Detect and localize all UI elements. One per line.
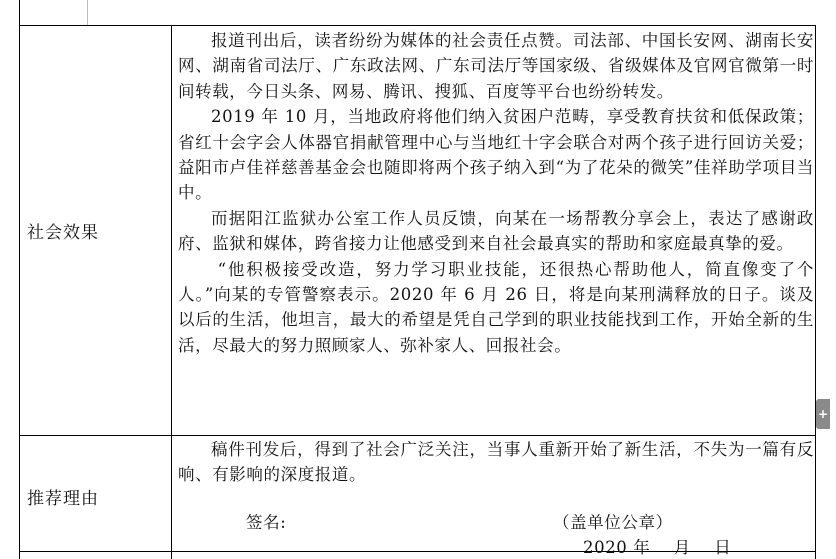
margin-mark	[87, 0, 88, 25]
paragraph: 而据阳江监狱办公室工作人员反馈，向某在一场帮教分享会上，表达了感谢政府、监狱和媒体，跨省接力让他感受到来自社会最真实的帮助和家庭最真挚的爱。	[178, 208, 814, 254]
signature-label: 签名:	[246, 513, 287, 532]
table-border-right	[815, 25, 816, 559]
table-column-divider	[171, 25, 172, 559]
seal-label: （盖单位公章）	[553, 513, 673, 532]
paragraph: 2019 年 10 月，当地政府将他们纳入贫困户范畴，享受教育扶贫和低保政策；省红十会字会人体器官捐献管理中心与当地红十字会联合对两个孩子进行回访关爱；益阳市卢佳祥慈善基金会也随即将两个孩子纳入到“为了花朵的微笑”佳祥助学项目当中。	[178, 107, 814, 203]
table-row-divider	[19, 435, 816, 436]
expand-tab-icon[interactable]: +	[816, 399, 830, 429]
social-effect-content	[178, 28, 814, 358]
date-text: 2020 年 月 日	[583, 538, 732, 557]
table-border-left	[19, 0, 20, 559]
paragraph: “他积极接受改造，努力学习职业技能，还很热心帮助他人，简直像变了个人。”向某的专管警察表示。2020 年 6 月 26 日，将是向某刑满释放的日子。谈及以后的生活，他坦言，最大的希望是凭自己学到的职业技能找到工作，开始全新的生活，尽最大的努力照顾家人、弥补家人、回报社会。	[178, 259, 814, 355]
paragraph: 报道刊出后，读者纷纷为媒体的社会责任点赞。司法部、中国长安网、湖南长安网、湖南省司法厅、广东政法网、广东司法厅等国家级、省级媒体及官网官微第一时间转载，今日头条、网易、腾讯、搜狐、百度等平台也纷纷转发。	[178, 31, 814, 101]
table-row-top-border	[19, 25, 816, 26]
recommendation-label: 推荐理由	[27, 489, 99, 509]
social-effect-label: 社会效果	[27, 223, 99, 243]
paragraph: 稿件刊发后，得到了社会广泛关注，当事人重新开始了新生活，不失为一篇有反响、有影响的深度报道。	[178, 440, 814, 485]
recommendation-content	[178, 437, 814, 488]
